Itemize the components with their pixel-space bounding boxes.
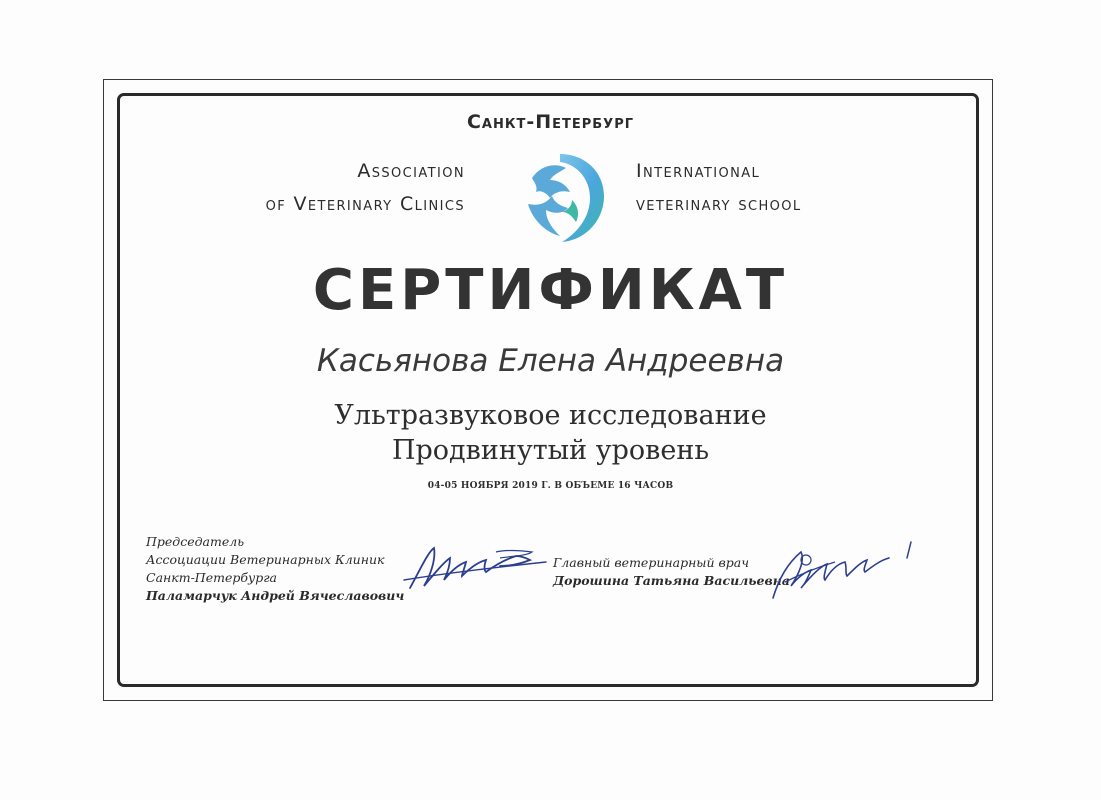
left-signatory-name: Паламарчук Андрей Вячеславович (146, 588, 405, 603)
city-heading: Санкт-Петербург (466, 111, 635, 133)
course-line-1: Ультразвуковое исследование (334, 400, 767, 431)
right-signatory-name: Дорошина Татьяна Васильевна (553, 573, 790, 588)
association-line-1: Association (357, 160, 465, 182)
left-signatory-role: Председатель (146, 534, 245, 549)
left-handwritten-signature (400, 540, 550, 595)
school-line-1: International (636, 160, 761, 182)
school-line-2: veterinary school (636, 193, 802, 215)
left-signatory (146, 533, 404, 605)
left-signatory-org: Ассоциации Ветеринарных Клиник (146, 552, 385, 567)
course-dates: 04-05 НОЯБРЯ 2019 Г. В ОБЪЕМЕ 16 ЧАСОВ (427, 481, 674, 491)
certificate-title: СЕРТИФИКАТ (312, 258, 789, 323)
course-line-2: Продвинутый уровень (391, 435, 710, 466)
recipient-name: Касьянова Елена Андреевна (316, 343, 785, 379)
right-handwritten-signature (765, 538, 925, 603)
school-name (636, 155, 802, 221)
course-title (0, 398, 1101, 468)
right-signatory-role: Главный ветеринарный врач (553, 555, 750, 570)
association-name (266, 155, 465, 221)
association-line-2: of Veterinary Clinics (265, 193, 465, 215)
animal-silhouette-logo-icon (510, 148, 610, 248)
right-signatory (553, 554, 790, 590)
left-signatory-city: Санкт-Петербурга (146, 570, 277, 585)
